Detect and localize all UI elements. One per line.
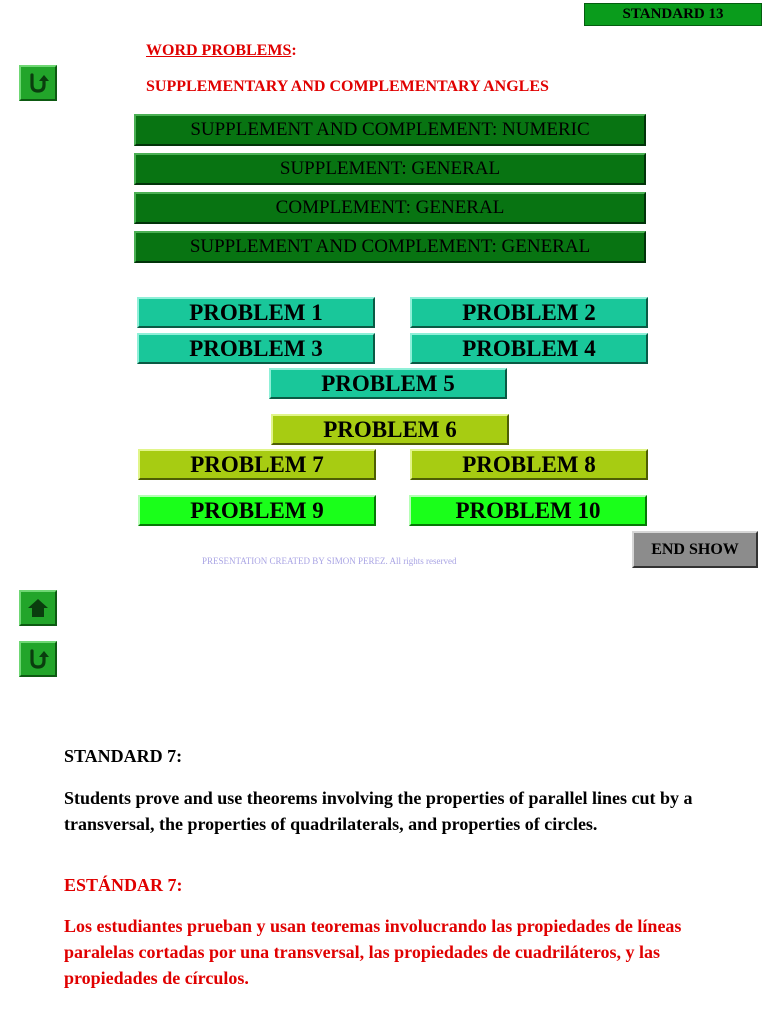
standard-heading-es: ESTÁNDAR 7: [64, 875, 183, 895]
page-subtitle: SUPPLEMENTARY AND COMPLEMENTARY ANGLES [146, 78, 549, 95]
standard-heading: STANDARD 7: [64, 746, 183, 766]
problem-1-button[interactable]: PROBLEM 1 [137, 297, 375, 328]
return-arrow-icon [26, 647, 50, 671]
topic-supplement-general[interactable]: SUPPLEMENT: GENERAL [134, 153, 646, 185]
problem-5-button[interactable]: PROBLEM 5 [269, 368, 507, 399]
topic-complement-general[interactable]: COMPLEMENT: GENERAL [134, 192, 646, 224]
problem-7-button[interactable]: PROBLEM 7 [138, 449, 376, 480]
problem-9-button[interactable]: PROBLEM 9 [138, 495, 376, 526]
problem-2-button[interactable]: PROBLEM 2 [410, 297, 648, 328]
home-icon [26, 596, 50, 620]
problem-8-button[interactable]: PROBLEM 8 [410, 449, 648, 480]
return-button-top[interactable] [19, 65, 57, 101]
credit-text: PRESENTATION CREATED BY SIMON PEREZ. All rights reserved [202, 556, 457, 566]
topic-supplement-complement-general[interactable]: SUPPLEMENT AND COMPLEMENT: GENERAL [134, 231, 646, 263]
return-arrow-icon [26, 71, 50, 95]
title-colon: : [291, 42, 297, 59]
title-word-problems: WORD PROBLEMS [146, 42, 292, 59]
standard-body-es: Los estudiantes prueban y usan teoremas involucrando las propiedades de líneas paralelas cortadas por una transversal, las propiedades de cuadriláteros, y las propiedades de círculos. [64, 916, 682, 988]
problem-4-button[interactable]: PROBLEM 4 [410, 333, 648, 364]
return-button-bottom[interactable] [19, 641, 57, 677]
problem-3-button[interactable]: PROBLEM 3 [137, 333, 375, 364]
topic-supplement-complement-numeric[interactable]: SUPPLEMENT AND COMPLEMENT: NUMERIC [134, 114, 646, 146]
standard-badge: STANDARD 13 [584, 3, 762, 26]
end-show-button[interactable]: END SHOW [632, 531, 758, 568]
problem-6-button[interactable]: PROBLEM 6 [271, 414, 509, 445]
problem-10-button[interactable]: PROBLEM 10 [409, 495, 647, 526]
standard-body: Students prove and use theorems involving the properties of parallel lines cut by a transversal, the properties of quadrilaterals, and properties of circles. [64, 788, 693, 834]
page-title [146, 42, 297, 60]
home-button[interactable] [19, 590, 57, 626]
